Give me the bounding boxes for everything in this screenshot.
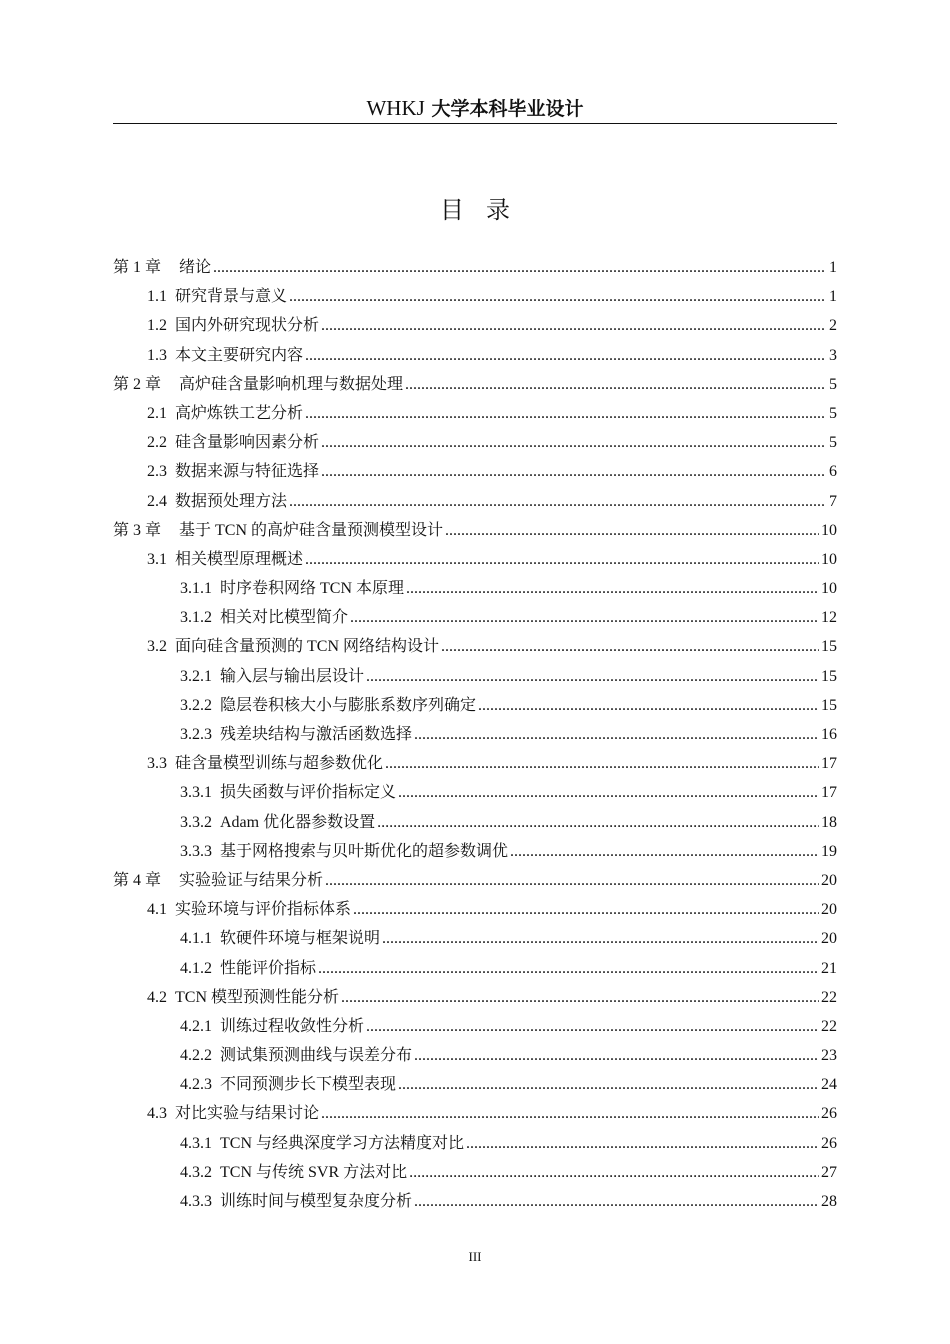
toc-entry[interactable] [113,837,837,866]
toc-entry-page: 20 [821,930,837,948]
toc-entry-page: 10 [821,580,837,598]
toc-entry[interactable] [113,778,837,807]
toc-entry[interactable] [113,1187,837,1216]
dot-leader [305,545,819,574]
toc-entry-page: 15 [821,667,837,685]
toc-entry-title: 残差块结构与激活函数选择 [220,726,413,743]
toc-entry-number: 4.2.2 [180,1047,212,1065]
toc-entry[interactable] [113,370,837,399]
toc-entry[interactable] [113,895,837,924]
toc-entry-title: TCN 模型预测性能分析 [175,988,340,1006]
toc-entry-page: 28 [821,1193,837,1210]
dot-leader [305,399,825,428]
toc-entry[interactable] [113,983,837,1012]
header-rule [113,123,837,124]
toc-entry-number: 第 1 章 [113,259,162,276]
toc-entry-page: 18 [821,813,837,831]
toc-entry-title: Adam 优化器参数设置 [220,813,376,831]
toc-entry-number: 4.3 [147,1105,167,1123]
toc-entry-number: 第 2 章 [113,375,162,393]
dot-leader [350,603,819,632]
dot-leader [441,632,819,661]
toc-entry[interactable] [113,1129,837,1158]
toc-entry-number: 3.2.2 [180,696,212,714]
toc-entry-number: 3.2.3 [180,726,212,743]
toc-entry-page: 21 [821,959,837,977]
toc-entry[interactable] [113,253,837,282]
toc-entry-title: 基于 TCN 的高炉硅含量预测模型设计 [179,521,444,539]
toc-entry-page: 12 [821,609,837,627]
dot-leader [321,311,825,340]
toc-entry-title: TCN 与传统 SVR 方法对比 [220,1163,408,1181]
toc-entry-number: 1.2 [147,317,167,335]
toc-entry[interactable] [113,954,837,983]
toc-entry[interactable] [113,487,837,516]
toc-entry-title: 输入层与输出层设计 [220,667,365,685]
toc-entry-number: 3.1.1 [180,580,212,598]
toc-entry-number: 4.1 [147,901,167,919]
toc-entry-number: 第 3 章 [113,521,162,539]
toc-entry-page: 5 [829,404,837,422]
toc-entry-title: 测试集预测曲线与误差分布 [220,1047,413,1065]
toc-entry-title: 隐层卷积核大小与膨胀系数序列确定 [220,696,477,714]
toc-entry-title: 高炉炼铁工艺分析 [175,404,304,422]
toc-entry-page: 15 [821,696,837,714]
toc-entry-page: 20 [821,871,837,889]
dot-leader [289,282,825,311]
toc-entry-title: 高炉硅含量影响机理与数据处理 [179,375,404,393]
toc-entry-page: 6 [829,463,837,481]
toc-entry-page: 22 [821,988,837,1006]
toc-entry[interactable] [113,341,837,370]
toc-entry-title: TCN 与经典深度学习方法精度对比 [220,1134,465,1152]
table-of-contents [113,253,837,1216]
dot-leader [321,428,825,457]
toc-entry-number: 4.3.2 [180,1163,212,1181]
toc-entry[interactable] [113,516,837,545]
toc-entry-page: 5 [829,375,837,393]
toc-entry-title: 硅含量模型训练与超参数优化 [175,755,384,773]
toc-entry-title: 硅含量影响因素分析 [175,434,320,452]
toc-entry-page: 17 [821,784,837,802]
toc-entry-number: 3.2 [147,638,167,656]
toc-entry-page: 22 [821,1017,837,1035]
toc-entry[interactable] [113,399,837,428]
toc-entry[interactable] [113,311,837,340]
toc-entry-title: 对比实验与结果讨论 [175,1105,320,1123]
dot-leader [445,516,819,545]
toc-entry[interactable] [113,1012,837,1041]
toc-entry-title: 实验环境与评价指标体系 [175,901,352,919]
dot-leader [406,574,819,603]
toc-entry-title: 相关模型原理概述 [175,550,304,568]
toc-entry-page: 2 [829,317,837,335]
toc-entry-number: 4.3.1 [180,1134,212,1152]
toc-entry-number: 2.3 [147,463,167,481]
toc-entry-number: 1.1 [147,288,167,306]
toc-entry-title: 训练时间与模型复杂度分析 [220,1193,413,1210]
dot-leader [366,662,819,691]
toc-entry-title: 数据来源与特征选择 [175,463,320,481]
toc-entry[interactable] [113,691,837,720]
toc-entry[interactable] [113,282,837,311]
toc-entry[interactable] [113,866,837,895]
dot-leader [325,866,819,895]
dot-leader [321,457,825,486]
dot-leader [414,720,819,749]
toc-entry[interactable] [113,808,837,837]
toc-entry-page: 23 [821,1047,837,1065]
dot-leader [510,837,819,866]
toc-entry-number: 4.1.2 [180,959,212,977]
toc-entry-page: 5 [829,434,837,452]
header-cjk: 大学本科毕业设计 [431,98,584,120]
toc-entry-number: 3.3.2 [180,813,212,831]
toc-entry-number: 4.2 [147,988,167,1006]
toc-entry-title: 实验验证与结果分析 [179,871,324,889]
toc-entry-number: 3.2.1 [180,667,212,685]
toc-entry[interactable] [113,457,837,486]
toc-entry-number: 4.2.1 [180,1017,212,1035]
toc-entry[interactable] [113,1099,837,1128]
toc-entry-title: 数据预处理方法 [175,492,288,510]
toc-entry-page: 27 [821,1163,837,1181]
toc-entry-number: 3.1 [147,550,167,568]
toc-entry-title: 软硬件环境与框架说明 [220,930,381,948]
toc-title: 目录 [440,196,532,224]
toc-entry-title: 研究背景与意义 [175,288,288,306]
dot-leader [366,1012,819,1041]
header-latin: WHKJ [366,96,425,120]
toc-entry-page: 1 [829,259,837,276]
toc-entry-number: 3.3.3 [180,842,212,860]
toc-entry-title: 绪论 [179,259,212,276]
dot-leader [341,983,819,1012]
dot-leader [414,1041,819,1070]
toc-entry-number: 4.2.3 [180,1076,212,1094]
toc-entry-number: 2.1 [147,404,167,422]
toc-entry-number: 4.1.1 [180,930,212,948]
toc-entry[interactable] [113,545,837,574]
dot-leader [385,749,819,778]
toc-entry-title: 国内外研究现状分析 [175,317,320,335]
toc-entry-number: 2.2 [147,434,167,452]
toc-entry[interactable] [113,1070,837,1099]
toc-entry-page: 26 [821,1134,837,1152]
dot-leader [213,253,825,282]
toc-entry[interactable] [113,632,837,661]
toc-entry-title: 损失函数与评价指标定义 [220,784,397,802]
toc-entry-number: 1.3 [147,346,167,364]
toc-entry[interactable] [113,428,837,457]
dot-leader [414,1187,819,1216]
dot-leader [405,370,825,399]
dot-leader [289,487,825,516]
dot-leader [409,1158,819,1187]
toc-entry-page: 15 [821,638,837,656]
toc-entry-page: 17 [821,755,837,773]
dot-leader [478,691,819,720]
dot-leader [318,954,819,983]
dot-leader [377,808,819,837]
toc-entry-page: 26 [821,1105,837,1123]
toc-entry-page: 1 [829,288,837,306]
dot-leader [398,778,819,807]
toc-entry-page: 3 [829,346,837,364]
toc-entry-title: 时序卷积网络 TCN 本原理 [220,580,405,598]
toc-entry-number: 2.4 [147,492,167,510]
toc-entry-page: 10 [821,550,837,568]
toc-entry-number: 第 4 章 [113,871,162,889]
toc-entry-title: 基于网格搜索与贝叶斯优化的超参数调优 [220,842,509,860]
toc-entry[interactable] [113,720,837,749]
toc-entry-number: 4.3.3 [180,1193,212,1210]
toc-entry-title: 面向硅含量预测的 TCN 网络结构设计 [175,638,440,656]
toc-entry-number: 3.3.1 [180,784,212,802]
toc-entry-title: 不同预测步长下模型表现 [220,1076,397,1094]
toc-entry[interactable] [113,603,837,632]
toc-entry-title: 本文主要研究内容 [175,346,304,364]
toc-entry[interactable] [113,662,837,691]
dot-leader [353,895,819,924]
toc-entry[interactable] [113,749,837,778]
page-number: III [468,1249,482,1264]
toc-entry-title: 相关对比模型简介 [220,609,349,627]
toc-entry[interactable] [113,1041,837,1070]
toc-entry-page: 20 [821,901,837,919]
toc-entry-number: 3.1.2 [180,609,212,627]
running-header [113,94,837,123]
dot-leader [305,341,825,370]
toc-entry-page: 10 [821,521,837,539]
dot-leader [321,1099,819,1128]
dot-leader [466,1129,819,1158]
toc-entry-page: 7 [829,492,837,510]
dot-leader [382,924,819,953]
toc-entry-number: 3.3 [147,755,167,773]
toc-entry-page: 24 [821,1076,837,1094]
dot-leader [398,1070,819,1099]
toc-entry-title: 训练过程收敛性分析 [220,1017,365,1035]
toc-entry[interactable] [113,574,837,603]
toc-entry-page: 19 [821,842,837,860]
toc-entry-page: 16 [821,726,837,743]
toc-entry[interactable] [113,924,837,953]
toc-entry[interactable] [113,1158,837,1187]
toc-entry-title: 性能评价指标 [220,959,317,977]
